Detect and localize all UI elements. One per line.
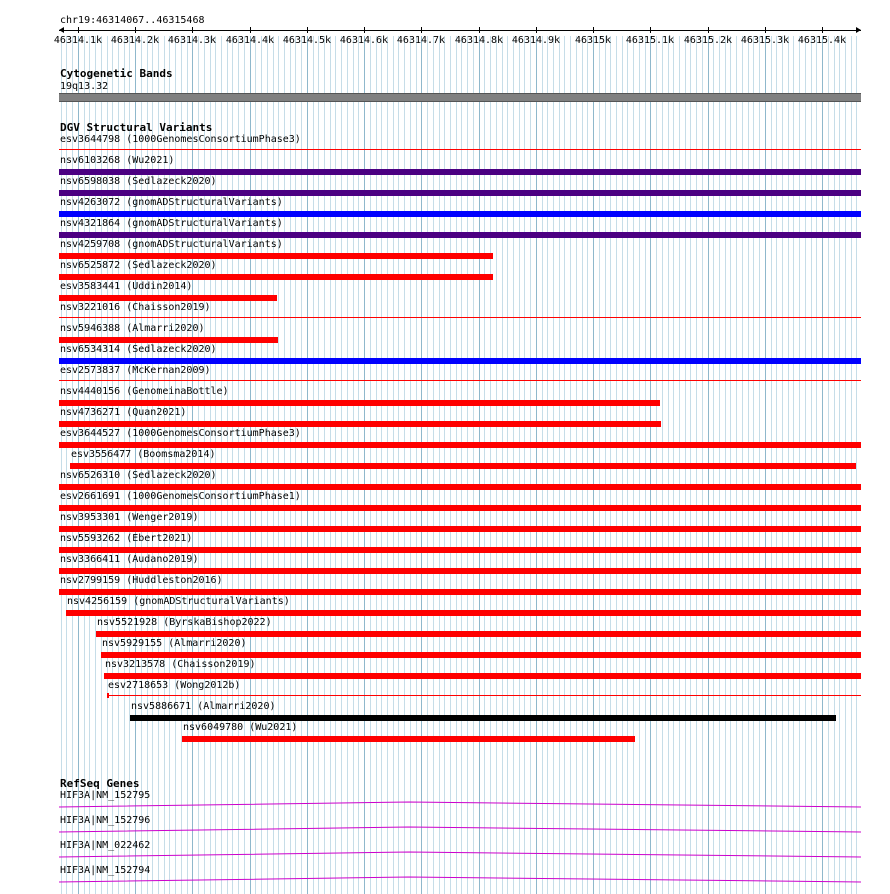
dgv-feature-stub[interactable]	[107, 693, 109, 698]
ruler-tick	[78, 27, 79, 33]
dgv-feature-bar[interactable]	[59, 274, 493, 280]
dgv-feature-bar[interactable]	[59, 547, 861, 553]
dgv-feature-bar[interactable]	[66, 610, 861, 616]
dgv-feature-bar[interactable]	[101, 652, 861, 658]
ruler-tick-label: 46315.1k	[625, 35, 675, 46]
dgv-feature-bar[interactable]	[59, 169, 861, 175]
location-label: chr19:46314067..46315468	[60, 15, 205, 26]
ruler-tick-label: 46315.3k	[740, 35, 790, 46]
dgv-feature-label: nsv5593262 (Ebert2021)	[60, 533, 193, 544]
refseq-gene-label: HIF3A|NM_152795	[60, 790, 151, 801]
dgv-feature-bar[interactable]	[59, 358, 861, 364]
dgv-feature-label: nsv3366411 (Audano2019)	[60, 554, 199, 565]
ruler-tick-label: 46314.8k	[454, 35, 504, 46]
ruler-tick	[364, 27, 365, 33]
dgv-feature-label: nsv4263072 (gnomADStructuralVariants)	[60, 197, 283, 208]
ruler-tick-label: 46314.1k	[53, 35, 103, 46]
ruler-tick	[765, 27, 766, 33]
dgv-feature-line[interactable]	[59, 380, 861, 381]
ruler-tick	[479, 27, 480, 33]
ruler-tick	[536, 27, 537, 33]
dgv-feature-label: nsv6526310 (Sedlazeck2020)	[60, 470, 217, 481]
ruler-tick	[650, 27, 651, 33]
refseq-gene-intron[interactable]	[59, 851, 861, 859]
ruler-tick-label: 46314.9k	[511, 35, 561, 46]
dgv-feature-bar[interactable]	[104, 673, 861, 679]
dgv-feature-bar[interactable]	[130, 715, 836, 721]
dgv-feature-label: nsv4321864 (gnomADStructuralVariants)	[60, 218, 283, 229]
dgv-feature-label: nsv3221016 (Chaisson2019)	[60, 302, 211, 313]
dgv-feature-label: nsv5886671 (Almarri2020)	[131, 701, 276, 712]
dgv-feature-bar[interactable]	[182, 736, 635, 742]
dgv-feature-bar[interactable]	[59, 589, 861, 595]
ruler-tick-label: 46314.6k	[339, 35, 389, 46]
dgv-feature-line[interactable]	[107, 695, 861, 696]
refseq-track-title: RefSeq Genes	[60, 777, 140, 790]
dgv-track-title: DGV Structural Variants	[60, 121, 213, 134]
dgv-feature-label: esv3583441 (Uddin2014)	[60, 281, 193, 292]
ruler-tick-label: 46314.2k	[110, 35, 160, 46]
dgv-feature-line[interactable]	[59, 317, 861, 318]
ruler-axis	[59, 30, 861, 31]
ruler-tick-label: 46315.2k	[683, 35, 733, 46]
ruler-tick-label: 46315.4k	[797, 35, 847, 46]
dgv-feature-bar[interactable]	[59, 484, 861, 490]
refseq-gene-label: HIF3A|NM_022462	[60, 840, 151, 851]
dgv-feature-bar[interactable]	[59, 421, 661, 427]
cytoband-label: 19q13.32	[60, 81, 109, 92]
dgv-feature-label: nsv4259708 (gnomADStructuralVariants)	[60, 239, 283, 250]
dgv-feature-label: nsv4440156 (GenomeinaBottle)	[60, 386, 229, 397]
dgv-feature-label: nsv6598038 (Sedlazeck2020)	[60, 176, 217, 187]
ruler-tick	[192, 27, 193, 33]
dgv-feature-label: esv2661691 (1000GenomesConsortiumPhase1)	[60, 491, 301, 502]
dgv-feature-bar[interactable]	[70, 463, 856, 469]
refseq-gene-intron[interactable]	[59, 876, 861, 884]
dgv-feature-label: nsv6525872 (Sedlazeck2020)	[60, 260, 217, 271]
dgv-feature-label: nsv5929155 (Almarri2020)	[102, 638, 247, 649]
ruler-tick	[822, 27, 823, 33]
dgv-feature-line[interactable]	[59, 149, 861, 150]
refseq-gene-intron[interactable]	[59, 826, 861, 834]
dgv-feature-bar[interactable]	[59, 337, 278, 343]
refseq-gene-intron-line	[59, 852, 861, 857]
dgv-feature-label: nsv6103268 (Wu2021)	[60, 155, 175, 166]
dgv-feature-bar[interactable]	[59, 442, 861, 448]
dgv-feature-bar[interactable]	[59, 190, 861, 196]
dgv-feature-bar[interactable]	[59, 232, 861, 238]
dgv-feature-label: esv3644527 (1000GenomesConsortiumPhase3)	[60, 428, 301, 439]
refseq-gene-intron-line	[59, 802, 861, 807]
ruler-tick	[593, 27, 594, 33]
refseq-gene-label: HIF3A|NM_152796	[60, 815, 151, 826]
ruler-tick-label: 46315k	[574, 35, 612, 46]
dgv-feature-label: esv3556477 (Boomsma2014)	[71, 449, 216, 460]
dgv-feature-label: nsv3953301 (Wenger2019)	[60, 512, 199, 523]
dgv-feature-label: esv2573837 (McKernan2009)	[60, 365, 211, 376]
ruler-tick-label: 46314.3k	[167, 35, 217, 46]
dgv-feature-label: nsv6049780 (Wu2021)	[183, 722, 298, 733]
cytoband-track-title: Cytogenetic Bands	[60, 67, 173, 80]
dgv-feature-bar[interactable]	[59, 211, 861, 217]
refseq-gene-intron-line	[59, 877, 861, 882]
dgv-feature-label: nsv4736271 (Quan2021)	[60, 407, 187, 418]
refseq-gene-label: HIF3A|NM_152794	[60, 865, 151, 876]
refseq-gene-intron-line	[59, 827, 861, 832]
dgv-feature-label: nsv6534314 (Sedlazeck2020)	[60, 344, 217, 355]
dgv-feature-label: nsv4256159 (gnomADStructuralVariants)	[67, 596, 290, 607]
ruler-left-arrow	[59, 27, 64, 33]
dgv-feature-label: nsv3213578 (Chaisson2019)	[105, 659, 256, 670]
dgv-feature-label: esv2718653 (Wong2012b)	[108, 680, 241, 691]
ruler-tick	[421, 27, 422, 33]
dgv-feature-bar[interactable]	[59, 253, 493, 259]
ruler-tick-label: 46314.7k	[396, 35, 446, 46]
ruler-tick	[250, 27, 251, 33]
dgv-feature-bar[interactable]	[59, 505, 861, 511]
ruler-tick-label: 46314.5k	[282, 35, 332, 46]
dgv-feature-bar[interactable]	[96, 631, 861, 637]
dgv-feature-bar[interactable]	[59, 568, 861, 574]
ruler-tick	[708, 27, 709, 33]
dgv-feature-bar[interactable]	[59, 295, 277, 301]
dgv-feature-bar[interactable]	[59, 400, 660, 406]
dgv-feature-label: nsv5521928 (ByrskaBishop2022)	[97, 617, 272, 628]
ruler-tick-label: 46314.4k	[225, 35, 275, 46]
dgv-feature-label: esv3644798 (1000GenomesConsortiumPhase3)	[60, 134, 301, 145]
dgv-feature-label: nsv5946388 (Almarri2020)	[60, 323, 205, 334]
dgv-feature-label: nsv2799159 (Huddleston2016)	[60, 575, 223, 586]
ruler-tick	[135, 27, 136, 33]
ruler-right-arrow	[856, 27, 861, 33]
refseq-gene-intron[interactable]	[59, 801, 861, 809]
cytoband-bar[interactable]	[59, 93, 861, 102]
ruler-tick	[307, 27, 308, 33]
dgv-feature-bar[interactable]	[59, 526, 861, 532]
